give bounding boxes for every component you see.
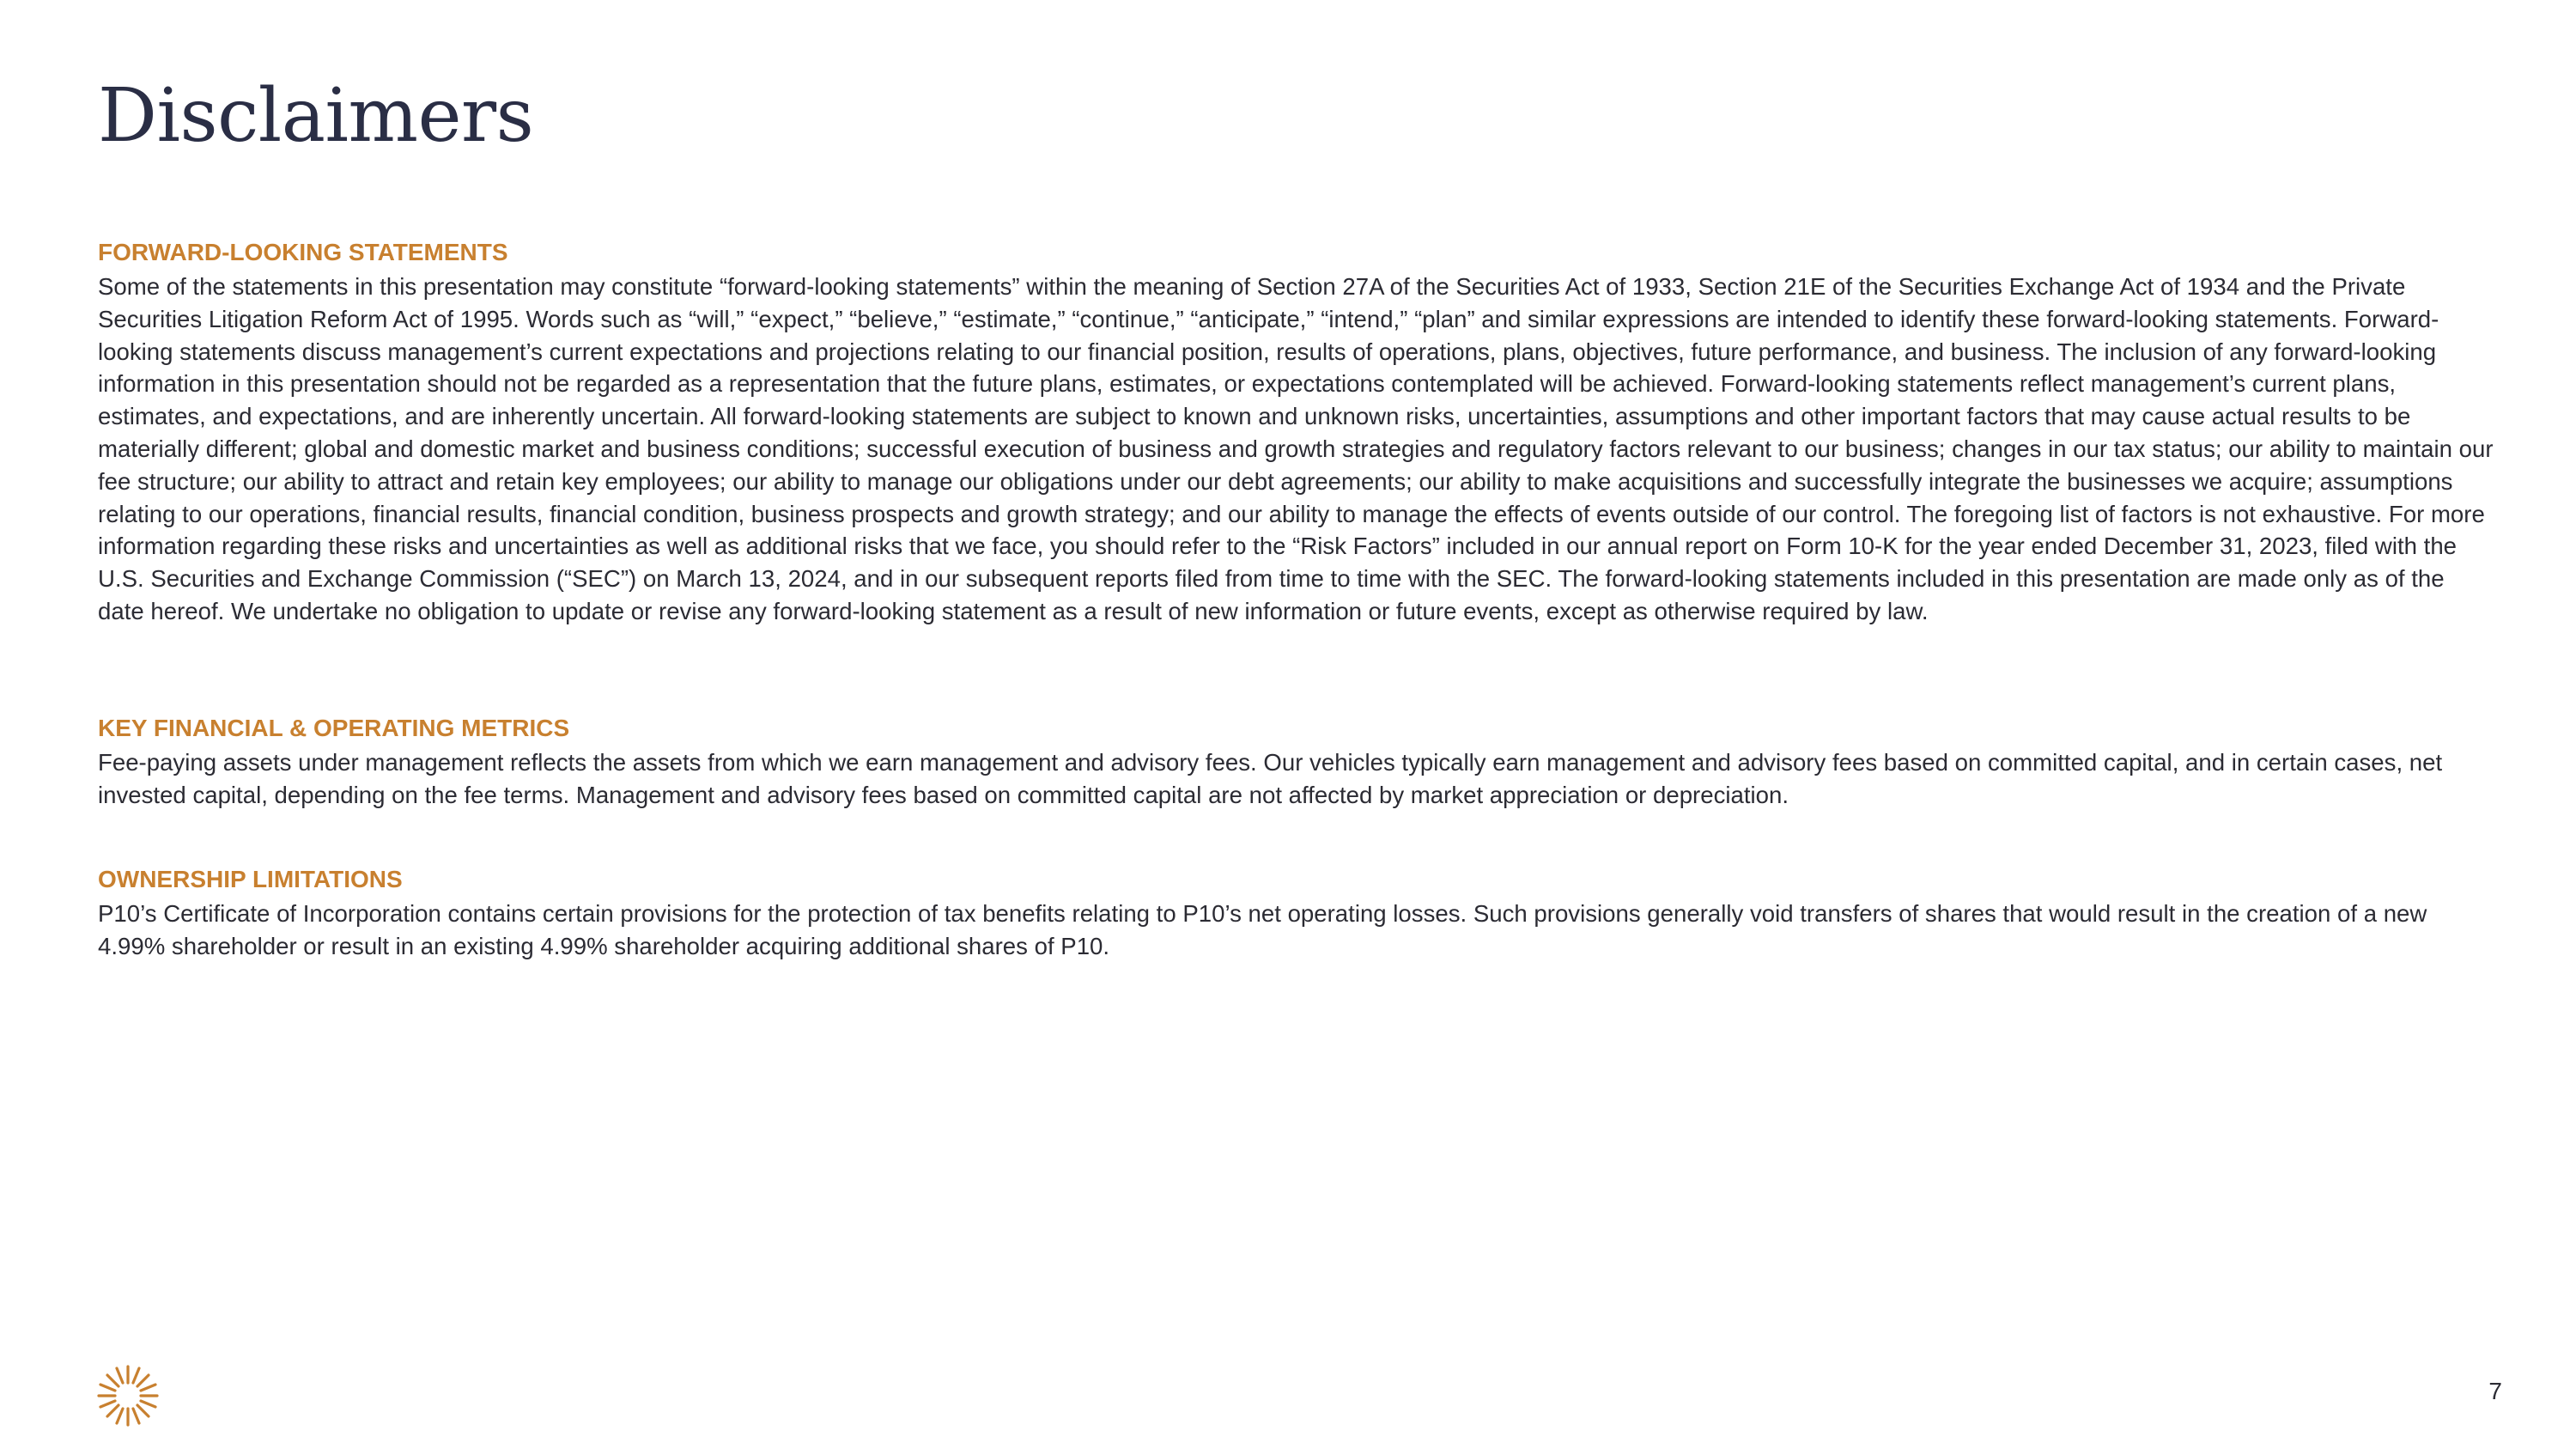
ownership-heading: OWNERSHIP LIMITATIONS <box>98 866 403 892</box>
ownership-body: P10’s Certificate of Incorporation contains certain provisions for the protection of tax benefits relating to P10’s net operating losses. Such provisions generally void transfers of shares that would result in the creation of a new 4.99% shareholder or result in an existing 4.99% shareholder acquiring additional shares of P10. <box>98 900 2427 959</box>
forward-looking-statements-section <box>98 236 2494 628</box>
starburst-logo-icon <box>96 1364 160 1428</box>
page-title: Disclaimers <box>98 73 534 159</box>
forward-looking-heading: FORWARD-LOOKING STATEMENTS <box>98 239 508 265</box>
forward-looking-body: Some of the statements in this presentation may constitute “forward-looking statements” within the meaning of Section 27A of the Securities Act of 1933, Section 21E of the Securities Exchange Act of 1934 and the Private Securities Litigation Reform Act of 1995. Words such as “will,” “expect,” “believe,” “estimate,” “continue,” “anticipate,” “intend,” “plan” and similar expressions are intended to identify these forward-looking statements. Forward-looking statements discuss management’s current expectations and projections relating to our financial position, results of operations, plans, objectives, future performance, and business. The inclusion of any forward-looking information in this presentation should not be regarded as a representation that the future plans, estimates, or expectations contemplated will be achieved. Forward-looking statements reflect management’s current plans, estimates, and expectations, and are inherently uncertain. All forward-looking statements are subject to known and unknown risks, uncertainties, assumptions and other important factors that may cause actual results to be materially different; global and domestic market and business conditions; successful execution of business and growth strategies and regulatory factors relevant to our business; changes in our tax status; our ability to maintain our fee structure; our ability to attract and retain key employees; our ability to manage our obligations under our debt agreements; our ability to make acquisitions and successfully integrate the businesses we acquire; assumptions relating to our operations, financial results, financial condition, business prospects and growth strategy; and our ability to manage the effects of events outside of our control. The foregoing list of factors is not exhaustive. For more information regarding these risks and uncertainties as well as additional risks that we face, you should refer to the “Risk Factors” included in our annual report on Form 10-K for the year ended December 31, 2023, filed with the U.S. Securities and Exchange Commission (“SEC”) on March 13, 2024, and in our subsequent reports filed from time to time with the SEC. The forward-looking statements included in this presentation are made only as of the date hereof. We undertake no obligation to update or revise any forward-looking statement as a result of new information or future events, except as otherwise required by law. <box>98 273 2494 624</box>
ownership-limitations-section <box>98 863 2494 963</box>
page-number: 7 <box>2488 1378 2502 1404</box>
key-metrics-body: Fee-paying assets under management reflects the assets from which we earn management and advisory fees. Our vehicles typically earn management and advisory fees based on committed capital, and in certain cases, net invested capital, depending on the fee terms. Management and advisory fees based on committed capital are not affected by market appreciation or depreciation. <box>98 749 2443 808</box>
key-metrics-heading: KEY FINANCIAL & OPERATING METRICS <box>98 715 570 741</box>
key-metrics-section <box>98 712 2494 812</box>
